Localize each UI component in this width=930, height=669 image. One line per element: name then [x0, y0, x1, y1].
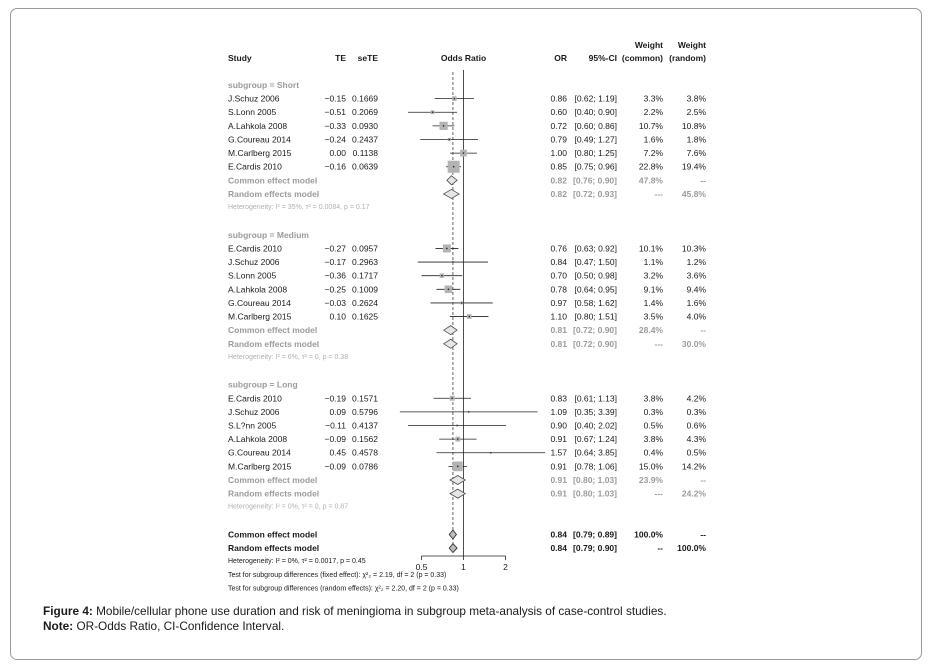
subgroup-label: subgroup = Medium [228, 229, 309, 240]
weight-common-value: 47.8% [638, 175, 663, 186]
te-value: −0.17 [324, 257, 346, 268]
study-label: J.Schuz 2006 [228, 93, 280, 104]
overall-random-diamond [449, 544, 457, 553]
or-value: 0.81 [550, 325, 567, 336]
weight-random-value: 45.8% [681, 188, 706, 199]
random-effects-label: Random effects model [228, 338, 320, 349]
overall-common-label: Common effect model [228, 529, 318, 540]
x-axis-tick-label: 2 [503, 562, 508, 572]
study-label: G.Coureau 2014 [228, 134, 291, 145]
sete-value: 0.1009 [352, 284, 378, 295]
weight-random-value: 3.6% [686, 270, 706, 281]
weight-common-value: 1.1% [643, 257, 663, 268]
weight-random-value: -- [700, 175, 706, 186]
te-value: −0.24 [324, 134, 346, 145]
ci-value: [0.80; 1.51] [574, 311, 617, 322]
study-label: J.Schuz 2006 [228, 257, 280, 268]
subgroup-difference-test: Test for subgroup differences (fixed effect): χ²₂ = 2.19, df = 2 (p = 0.33) [228, 571, 447, 579]
weight-random-value: 1.2% [686, 257, 706, 268]
header-or: OR [554, 53, 567, 63]
te-value: −0.51 [324, 107, 346, 118]
weight-common-value: 15.0% [638, 461, 663, 472]
weight-random-value: 3.8% [686, 93, 706, 104]
subgroup-common-diamond [447, 176, 457, 185]
point-estimate [454, 98, 455, 99]
weight-random-value: 1.8% [686, 134, 706, 145]
or-value: 0.76 [550, 243, 567, 254]
weight-common-value: 0.4% [643, 447, 663, 458]
or-value: 1.10 [550, 311, 567, 322]
or-value: 0.82 [550, 188, 567, 199]
sete-value: 0.1625 [352, 311, 378, 322]
sete-value: 0.0639 [352, 161, 378, 172]
subgroup-label: subgroup = Long [228, 379, 298, 390]
or-value: 0.86 [550, 93, 567, 104]
subgroup-common-diamond [450, 475, 465, 484]
te-value: 0.10 [329, 311, 346, 322]
sete-value: 0.2624 [352, 297, 378, 308]
subgroup-heterogeneity: Heterogeneity: I² = 0%, τ² = 0, p = 0.87 [228, 503, 349, 511]
ci-value: [0.72; 0.90] [573, 338, 617, 349]
or-value: 0.60 [550, 107, 567, 118]
sete-value: 0.0957 [352, 243, 378, 254]
ci-value: [0.40; 2.02] [574, 420, 617, 431]
point-estimate [490, 452, 491, 453]
sete-value: 0.0786 [352, 461, 378, 472]
or-value: 0.78 [550, 284, 567, 295]
subgroup-heterogeneity: Heterogeneity: I² = 6%, τ² = 0, p = 0.38 [228, 353, 349, 361]
ci-value: [0.64; 3.85] [574, 447, 617, 458]
weight-random-value: 10.3% [681, 243, 706, 254]
subgroup-random-diamond [450, 489, 465, 498]
ci-value: [0.47; 1.50] [574, 257, 617, 268]
sete-value: 0.2437 [352, 134, 378, 145]
ci-value: [0.79; 0.90] [573, 543, 617, 554]
sete-value: 0.4137 [352, 420, 378, 431]
ci-value: [0.78; 1.06] [574, 461, 617, 472]
point-estimate [457, 466, 458, 467]
x-axis-tick-label: 1 [461, 562, 466, 572]
weight-random-value: 9.4% [686, 284, 706, 295]
weight-random-value: 0.5% [686, 447, 706, 458]
weight-random-value: 30.0% [681, 338, 706, 349]
sete-value: 0.1717 [352, 270, 378, 281]
weight-random-value: -- [700, 529, 706, 540]
weight-common-value: 3.2% [643, 270, 663, 281]
header-weight-random-sub: (random) [669, 53, 706, 63]
weight-common-value: 23.9% [638, 474, 663, 485]
or-value: 0.91 [550, 461, 567, 472]
point-estimate [446, 248, 447, 249]
header-odds-ratio: Odds Ratio [440, 53, 487, 63]
ci-value: [0.58; 1.62] [574, 297, 617, 308]
point-estimate [469, 316, 470, 317]
figure-description: Mobile/cellular phone use duration and risk of meningioma in subgroup meta-analysis of case-control studies. [96, 604, 667, 618]
ci-value: [0.49; 1.27] [574, 134, 617, 145]
weight-random-value: -- [700, 325, 706, 336]
header-weight-common-sub: (common) [621, 53, 663, 63]
header-study: Study [228, 53, 252, 63]
point-estimate [457, 438, 458, 439]
study-label: S.L?nn 2005 [228, 420, 277, 431]
or-value: 0.85 [550, 161, 567, 172]
study-label: E.Cardis 2010 [228, 161, 282, 172]
header-te: TE [335, 53, 346, 63]
sete-value: 0.1138 [352, 148, 378, 159]
weight-common-value: 100.0% [634, 529, 663, 540]
weight-random-value: 14.2% [681, 461, 706, 472]
study-label: A.Lahkola 2008 [228, 284, 288, 295]
subgroup-label: subgroup = Short [228, 80, 300, 90]
header-sete: seTE [357, 53, 378, 63]
weight-random-value: 4.3% [686, 434, 706, 445]
te-value: 0.00 [329, 148, 346, 159]
weight-common-value: 3.5% [643, 311, 663, 322]
study-label: G.Coureau 2014 [228, 447, 291, 458]
weight-common-value: --- [654, 188, 663, 199]
ci-value: [0.80; 1.03] [573, 488, 617, 499]
weight-random-value: 2.5% [686, 107, 706, 118]
overall-random-label: Random effects model [228, 543, 320, 554]
figure-caption [43, 604, 667, 633]
overall-heterogeneity: Heterogeneity: I² = 0%, τ² = 0.0017, p = 0.45 [228, 558, 366, 566]
te-value: −0.33 [324, 120, 346, 131]
te-value: 0.09 [329, 406, 346, 417]
or-value: 1.00 [550, 148, 567, 159]
point-estimate [449, 139, 450, 140]
ci-value: [0.79; 0.89] [573, 529, 617, 540]
or-value: 0.90 [550, 420, 567, 431]
random-effects-label: Random effects model [228, 188, 320, 199]
or-value: 0.84 [550, 257, 567, 268]
or-value: 0.82 [550, 175, 567, 186]
common-effect-label: Common effect model [228, 325, 318, 336]
point-estimate [453, 166, 454, 167]
weight-common-value: 10.7% [638, 120, 663, 131]
weight-common-value: -- [657, 543, 663, 554]
caption-line [43, 604, 667, 619]
point-estimate [448, 289, 449, 290]
or-value: 0.91 [550, 434, 567, 445]
ci-value: [0.80; 1.25] [574, 148, 617, 159]
subgroup-random-diamond [444, 339, 458, 348]
or-value: 0.84 [550, 543, 567, 554]
te-value: −0.09 [324, 434, 346, 445]
weight-common-value: 7.2% [643, 148, 663, 159]
point-estimate [463, 152, 464, 153]
ci-value: [0.75; 0.96] [574, 161, 617, 172]
weight-random-value: -- [700, 474, 706, 485]
or-value: 1.57 [550, 447, 567, 458]
te-value: −0.36 [324, 270, 346, 281]
note-text: OR-Odds Ratio, CI-Confidence Interval. [76, 618, 285, 633]
weight-common-value: 0.3% [643, 406, 663, 417]
or-value: 0.91 [550, 488, 567, 499]
point-estimate [452, 261, 453, 262]
weight-common-value: 0.5% [643, 420, 663, 431]
ci-value: [0.64; 0.95] [574, 284, 617, 295]
or-value: 0.84 [550, 529, 567, 540]
weight-random-value: 1.6% [686, 297, 706, 308]
subgroup-random-diamond [444, 189, 460, 198]
weight-common-value: 9.1% [643, 284, 663, 295]
header-ci: 95%-CI [588, 53, 617, 63]
point-estimate [461, 302, 462, 303]
weight-random-value: 4.0% [686, 311, 706, 322]
ci-value: [0.62; 1.19] [574, 93, 617, 104]
weight-random-value: 100.0% [677, 543, 706, 554]
weight-common-value: 2.2% [643, 107, 663, 118]
subgroup-difference-test: Test for subgroup differences (random effects): χ²₂ = 2.20, df = 2 (p = 0.33) [228, 585, 459, 593]
plot-marks [400, 96, 545, 552]
weight-random-value: 4.2% [686, 393, 706, 404]
or-value: 1.09 [550, 406, 567, 417]
te-value: −0.03 [324, 297, 346, 308]
study-label: J.Schuz 2006 [228, 406, 280, 417]
study-label: G.Coureau 2014 [228, 297, 291, 308]
te-value: −0.19 [324, 393, 346, 404]
ci-value: [0.72; 0.93] [573, 188, 617, 199]
weight-common-value: --- [654, 338, 663, 349]
te-value: −0.11 [325, 420, 346, 431]
weight-random-value: 0.3% [686, 406, 706, 417]
point-estimate [441, 275, 442, 276]
weight-common-value: 28.4% [638, 325, 663, 336]
or-value: 0.97 [550, 297, 567, 308]
ci-value: [0.80; 1.03] [573, 474, 617, 485]
study-label: M.Carlberg 2015 [228, 311, 292, 322]
study-label: E.Cardis 2010 [228, 243, 282, 254]
point-estimate [452, 398, 453, 399]
weight-common-value: --- [654, 488, 663, 499]
weight-common-value: 3.3% [643, 93, 663, 104]
header-weight-common: Weight [634, 40, 663, 50]
weight-random-value: 19.4% [681, 161, 706, 172]
weight-random-value: 0.6% [686, 420, 706, 431]
or-value: 0.81 [550, 338, 567, 349]
x-axis-tick-label: 0.5 [415, 562, 428, 572]
study-label: A.Lahkola 2008 [228, 120, 288, 131]
study-label: S.Lonn 2005 [228, 270, 277, 281]
sete-value: 0.1669 [352, 93, 378, 104]
sete-value: 0.2963 [352, 257, 378, 268]
common-effect-label: Common effect model [228, 474, 318, 485]
weight-common-value: 3.8% [643, 393, 663, 404]
study-label: E.Cardis 2010 [228, 393, 282, 404]
ci-value: [0.63; 0.92] [574, 243, 617, 254]
te-value: −0.27 [324, 243, 346, 254]
sete-value: 0.2069 [352, 107, 378, 118]
study-label: M.Carlberg 2015 [228, 148, 292, 159]
header-weight-random: Weight [677, 40, 706, 50]
random-effects-label: Random effects model [228, 488, 320, 499]
weight-common-value: 1.4% [643, 297, 663, 308]
te-value: −0.09 [324, 461, 346, 472]
te-value: −0.16 [324, 161, 346, 172]
common-effect-label: Common effect model [228, 175, 318, 186]
ci-value: [0.67; 1.24] [574, 434, 617, 445]
weight-random-value: 7.6% [686, 148, 706, 159]
point-estimate [432, 112, 433, 113]
weight-common-value: 3.8% [643, 434, 663, 445]
te-value: −0.25 [324, 284, 346, 295]
te-value: −0.15 [324, 93, 346, 104]
ci-value: [0.35; 3.39] [574, 406, 617, 417]
overall-common-diamond [449, 530, 456, 539]
weight-random-value: 24.2% [681, 488, 706, 499]
ci-value: [0.72; 0.90] [573, 325, 617, 336]
ci-value: [0.60; 0.86] [574, 120, 617, 131]
or-value: 0.83 [550, 393, 567, 404]
or-value: 0.72 [550, 120, 567, 131]
ci-value: [0.76; 0.90] [573, 175, 617, 186]
sete-value: 0.5796 [352, 406, 378, 417]
ci-value: [0.61; 1.13] [574, 393, 617, 404]
study-label: A.Lahkola 2008 [228, 434, 288, 445]
te-value: 0.45 [329, 447, 346, 458]
sete-value: 0.4578 [352, 447, 378, 458]
study-label: S.Lonn 2005 [228, 107, 277, 118]
weight-common-value: 10.1% [638, 243, 663, 254]
or-value: 0.91 [550, 474, 567, 485]
sete-value: 0.1562 [352, 434, 378, 445]
reference-lines [422, 70, 506, 560]
sete-value: 0.0930 [352, 120, 378, 131]
sete-value: 0.1571 [352, 393, 378, 404]
or-value: 0.79 [550, 134, 567, 145]
subgroup-common-diamond [444, 326, 458, 335]
or-value: 0.70 [550, 270, 567, 281]
note-line [43, 619, 667, 634]
study-label: M.Carlberg 2015 [228, 461, 292, 472]
point-estimate [443, 125, 444, 126]
ci-value: [0.50; 0.98] [574, 270, 617, 281]
weight-common-value: 1.6% [643, 134, 663, 145]
weight-common-value: 22.8% [638, 161, 663, 172]
note-label: Note: [43, 618, 74, 633]
weight-random-value: 10.8% [681, 120, 706, 131]
point-estimate [468, 411, 469, 412]
subgroup-heterogeneity: Heterogeneity: I² = 35%, τ² = 0.0084, p = 0.17 [228, 204, 370, 212]
point-estimate [456, 425, 457, 426]
figure-label: Figure 4: [43, 604, 93, 618]
ci-value: [0.40; 0.90] [574, 107, 617, 118]
